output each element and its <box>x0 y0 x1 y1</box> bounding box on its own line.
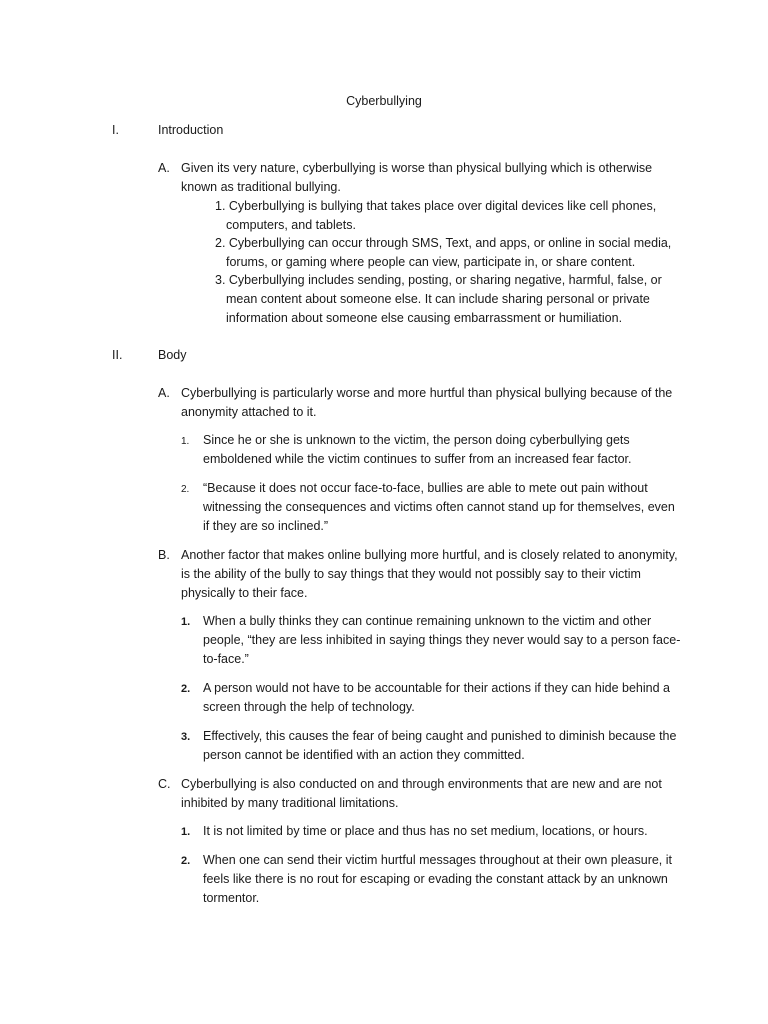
section-2-b-item-2-number: 2. <box>181 683 191 695</box>
section-2-b-item-1-number: 1. <box>181 616 191 628</box>
section-1-title: Introduction <box>158 123 224 137</box>
section-2-b-item-1-text: When a bully thinks they can continue remaining unknown to the victim and other people, “they are less inhibited in saying things they never would say to a person face-to-face.” <box>203 614 681 666</box>
section-2-a-item-1-text: Since he or she is unknown to the victim, the person doing cyberbullying gets emboldened while the victim continues to suffer from an increased fear factor. <box>203 433 632 466</box>
section-1-a-letter: A. <box>158 161 170 175</box>
section-2-c-item-2-text: When one can send their victim hurtful messages throughout at their own pleasure, it feels like there is no rout for escaping or evading the constant attack by an unknown tormentor. <box>203 853 673 905</box>
section-1-a-item-2: 2. Cyberbullying can occur through SMS, Text, and apps, or online in social media, forums, or gaming where people can view, participate in, or share content. <box>215 236 672 269</box>
section-2-b-letter: B. <box>158 548 170 562</box>
section-2-c-text: Cyberbullying is also conducted on and through environments that are new and are not inhibited by many traditional limitations. <box>181 777 662 810</box>
section-2-b-item-2-text: A person would not have to be accountable for their actions if they can hide behind a screen through the help of technology. <box>203 681 670 714</box>
section-2-title: Body <box>158 348 187 362</box>
section-1-a-text: Given its very nature, cyberbullying is worse than physical bullying which is otherwise known as traditional bullying. <box>181 161 653 194</box>
section-2-c-item-1-number: 1. <box>181 826 191 838</box>
section-2-a-letter: A. <box>158 386 170 400</box>
section-2-a-item-1-number: 1. <box>181 436 190 447</box>
section-2-b-item-3-text: Effectively, this causes the fear of being caught and punished to diminish because the person cannot be identified with an action they committed. <box>203 729 677 762</box>
section-2-a-item-2-text: “Because it does not occur face-to-face, bullies are able to mete out pain without witnessing the consequences and victims often cannot stand up for themselves, even if they are so inclined.” <box>203 481 675 533</box>
section-2-c-item-1-text: It is not limited by time or place and thus has no set medium, locations, or hours. <box>203 824 648 838</box>
section-2-b-text: Another factor that makes online bullying more hurtful, and is closely related to anonymity, is the ability of the bully to say things that they would not possibly say to their victim physically to their face. <box>181 548 678 600</box>
section-2-a-item-2-number: 2. <box>181 484 190 495</box>
section-1-a-item-1: 1. Cyberbullying is bullying that takes place over digital devices like cell phones, computers, and tablets. <box>215 199 657 232</box>
section-2-number: II. <box>112 348 123 362</box>
section-2-c-letter: C. <box>158 777 171 791</box>
section-2-c-item-2-number: 2. <box>181 855 191 867</box>
document-title: Cyberbullying <box>346 94 422 108</box>
section-1-number: I. <box>112 123 119 137</box>
section-2-a-text: Cyberbullying is particularly worse and more hurtful than physical bullying because of the anonymity attached to it. <box>181 386 673 419</box>
section-1-a-item-3: 3. Cyberbullying includes sending, posting, or sharing negative, harmful, false, or mean content about someone else. It can include sharing personal or private information about someone else causing embarrassment or humiliation. <box>215 273 662 325</box>
section-2-b-item-3-number: 3. <box>181 731 191 743</box>
